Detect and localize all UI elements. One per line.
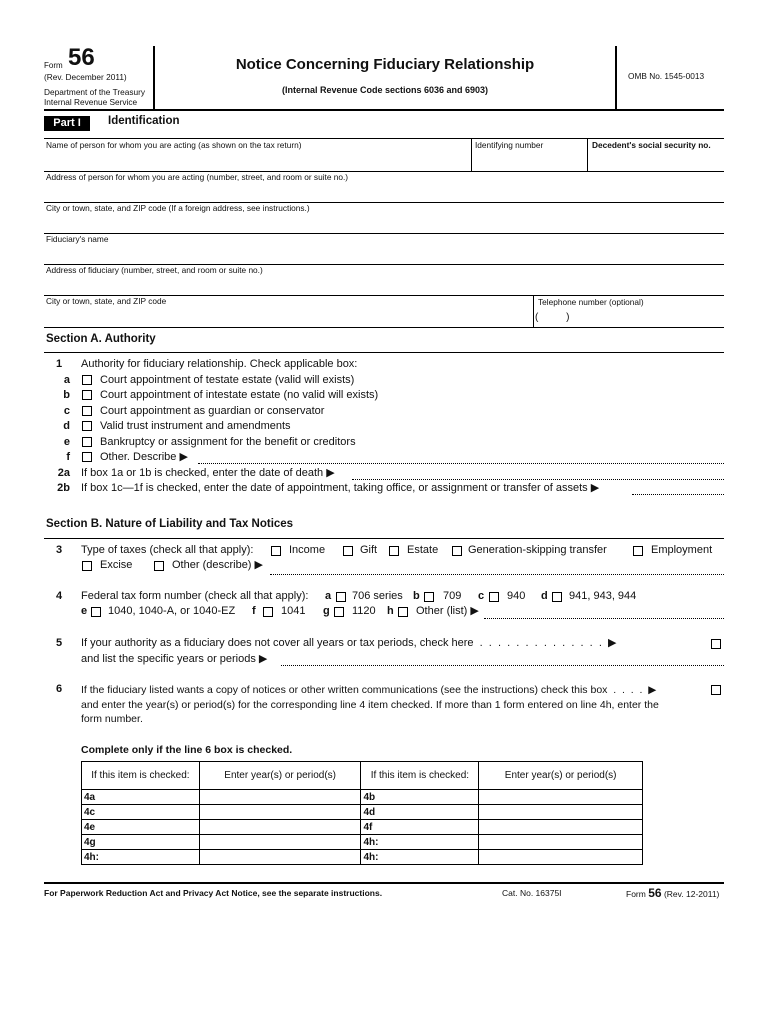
form-c-label: 940 [507, 590, 526, 602]
row-period-input[interactable] [479, 835, 643, 850]
table-row [82, 790, 643, 805]
line2a-number: 2a [57, 467, 70, 479]
line1-text: Authority for fiduciary relationship. Check applicable box: [81, 358, 358, 370]
line3-number: 3 [56, 544, 63, 556]
tax-income-label: Income [289, 544, 326, 556]
form-g-letter: g [323, 605, 330, 617]
line4-text: Federal tax form number (check all that apply): [81, 590, 309, 602]
paperwork-notice: For Paperwork Reduction Act and Privacy Act Notice, see the separate instructions. [44, 888, 383, 898]
form-a-letter: a [325, 590, 332, 602]
footer-form-ref [626, 886, 719, 900]
form-f-letter: f [252, 605, 256, 617]
form-g-checkbox[interactable] [334, 607, 344, 617]
table-header-periods: Enter year(s) or period(s) [479, 762, 643, 790]
line5-checkbox[interactable] [711, 639, 721, 649]
form-h-checkbox[interactable] [398, 607, 408, 617]
identifying-number-label: Identifying number [475, 140, 544, 150]
phone-input[interactable]: ( ) [535, 312, 570, 323]
row-period-input[interactable] [479, 820, 643, 835]
section-b-title: Section B. Nature of Liability and Tax Notices [46, 518, 294, 530]
option-e-letter: e [63, 436, 70, 448]
tax-excise-label: Excise [100, 559, 133, 571]
form-a-checkbox[interactable] [336, 592, 346, 602]
option-b-letter: b [63, 389, 70, 401]
option-d-checkbox[interactable] [82, 421, 92, 431]
table-header-item: If this item is checked: [361, 762, 479, 790]
option-d-letter: d [63, 420, 70, 432]
line2b-number: 2b [57, 482, 70, 494]
form-e-checkbox[interactable] [91, 607, 101, 617]
option-f-describe-field[interactable] [198, 463, 724, 464]
line5-number: 5 [56, 637, 63, 649]
option-a-letter: a [63, 374, 70, 386]
form-other-list-field[interactable] [484, 618, 724, 619]
form-b-letter: b [413, 590, 420, 602]
tax-other-describe-field[interactable] [270, 574, 724, 575]
table-row [82, 820, 643, 835]
form-number: 56 [68, 44, 95, 71]
form-c-checkbox[interactable] [489, 592, 499, 602]
line3-text: Type of taxes (check all that apply): [81, 544, 254, 556]
address-input[interactable] [44, 182, 724, 201]
option-f-letter: f [66, 451, 70, 463]
form-e-letter: e [81, 605, 88, 617]
option-d-text: Valid trust instrument and amendments [100, 420, 291, 432]
tax-gst-checkbox[interactable] [452, 546, 462, 556]
form-subtitle: (Internal Revenue Code sections 6036 and 6903) [281, 85, 489, 95]
revision-date: (Rev. December 2011) [44, 72, 127, 82]
form-d-checkbox[interactable] [552, 592, 562, 602]
city-input[interactable] [44, 213, 724, 232]
option-e-checkbox[interactable] [82, 437, 92, 447]
tax-estate-label: Estate [407, 544, 439, 556]
option-b-text: Court appointment of intestate estate (no valid will exists) [100, 389, 379, 401]
row-period-input[interactable] [479, 805, 643, 820]
row-item-label: 4g [82, 835, 200, 850]
fiduciary-city-label: City or town, state, and ZIP code [46, 296, 167, 306]
tax-employment-label: Employment [651, 544, 713, 556]
section-a-title: Section A. Authority [46, 333, 156, 345]
form-b-checkbox[interactable] [424, 592, 434, 602]
row-item-label: 4h: [82, 850, 200, 865]
option-c-letter: c [63, 405, 70, 417]
catalog-number: Cat. No. 16375I [502, 888, 562, 898]
line4-number: 4 [56, 590, 63, 602]
tax-other-checkbox[interactable] [154, 561, 164, 571]
form-d-letter: d [541, 590, 548, 602]
form-d-label: 941, 943, 944 [569, 590, 637, 602]
identifying-number-input[interactable] [472, 150, 586, 170]
omb-number: OMB No. 1545-0013 [628, 71, 705, 81]
name-label: Name of person for whom you are acting (as shown on the tax return) [46, 140, 302, 150]
form-a-label: 706 series [352, 590, 403, 602]
option-a-text: Court appointment of testate estate (valid will exists) [100, 374, 355, 386]
option-b-checkbox[interactable] [82, 390, 92, 400]
row-period-input[interactable] [199, 820, 361, 835]
row-period-input[interactable] [199, 790, 361, 805]
option-f-checkbox[interactable] [82, 452, 92, 462]
department-line2: Internal Revenue Service [44, 97, 138, 107]
option-a-checkbox[interactable] [82, 375, 92, 385]
line6-number: 6 [56, 683, 63, 695]
form-f-label: 1041 [281, 605, 306, 617]
row-item-label: 4a [82, 790, 200, 805]
line6-text3: form number. [81, 713, 143, 725]
table-caption: Complete only if the line 6 box is checked. [81, 744, 293, 756]
footer-form-revision: (Rev. 12-2011) [663, 889, 720, 899]
periods-table [81, 761, 643, 865]
tax-employment-checkbox[interactable] [633, 546, 643, 556]
row-item-label: 4d [361, 805, 479, 820]
form-word: Form [44, 61, 63, 70]
footer-form-word: Form [626, 889, 646, 899]
table-row [82, 835, 643, 850]
fiduciary-address-input[interactable] [44, 275, 724, 294]
form-header [0, 0, 768, 110]
row-item-label: 4f [361, 820, 479, 835]
line6-checkbox[interactable] [711, 685, 721, 695]
row-item-label: 4h: [361, 850, 479, 865]
form-g-label: 1120 [352, 605, 376, 617]
option-c-text: Court appointment as guardian or conservator [100, 405, 325, 417]
table-row [82, 805, 643, 820]
option-e-text: Bankruptcy or assignment for the benefit or creditors [100, 436, 356, 448]
line5-periods-field[interactable] [281, 665, 724, 666]
row-item-label: 4b [361, 790, 479, 805]
part-tag: Part I [44, 116, 90, 131]
footer-form-number: 56 [648, 886, 662, 900]
line1-number: 1 [56, 358, 63, 370]
tax-gst-label: Generation-skipping transfer [468, 544, 607, 556]
table-header-item: If this item is checked: [82, 762, 200, 790]
row-period-input[interactable] [199, 835, 361, 850]
form-c-letter: c [478, 590, 485, 602]
row-item-label: 4c [82, 805, 200, 820]
form-f-checkbox[interactable] [263, 607, 273, 617]
row-period-input[interactable] [199, 850, 361, 865]
option-f-text: Other. Describe ▶ [100, 451, 188, 463]
ssn-label: Decedent's social security no. [592, 140, 711, 150]
line2b-text: If box 1c—1f is checked, enter the date of appointment, taking office, or assignment or transfer of assets ▶ [81, 482, 600, 494]
tax-gift-label: Gift [360, 544, 378, 556]
tax-gift-checkbox[interactable] [343, 546, 353, 556]
form-title: Notice Concerning Fiduciary Relationship [235, 56, 535, 73]
ssn-input[interactable] [588, 150, 724, 170]
row-item-label: 4e [82, 820, 200, 835]
tax-income-checkbox[interactable] [271, 546, 281, 556]
fiduciary-city-input[interactable] [44, 306, 532, 326]
fiduciary-address-label: Address of fiduciary (number, street, and room or suite no.) [46, 265, 263, 275]
row-item-label: 4h: [361, 835, 479, 850]
form-b-label: 709 [443, 590, 462, 602]
line6-text1: If the fiduciary listed wants a copy of notices or other written communications (see the instructions) check this box . . . . ▶ [81, 684, 657, 696]
tax-other-label: Other (describe) ▶ [172, 559, 263, 571]
fiduciary-name-input[interactable] [44, 244, 724, 263]
form-h-letter: h [387, 605, 394, 617]
line5-text2: and list the specific years or periods ▶ [81, 653, 268, 665]
row-period-input[interactable] [199, 805, 361, 820]
option-c-checkbox[interactable] [82, 406, 92, 416]
part-title: Identification [108, 115, 180, 127]
form-h-label: Other (list) ▶ [416, 605, 479, 617]
row-period-input[interactable] [479, 790, 643, 805]
row-period-input[interactable] [479, 850, 643, 865]
fiduciary-name-label: Fiduciary's name [46, 234, 109, 244]
phone-label: Telephone number (optional) [538, 297, 644, 307]
city-label: City or town, state, and ZIP code (If a foreign address, see instructions.) [46, 203, 310, 213]
table-header-periods: Enter year(s) or period(s) [199, 762, 361, 790]
name-input[interactable] [44, 150, 470, 170]
line6-text2: and enter the year(s) or period(s) for the corresponding line 4 item checked. If more than 1 form entered on line 4h, enter the [81, 699, 659, 711]
line2a-date-field[interactable] [352, 479, 724, 480]
table-row [82, 850, 643, 865]
address-label: Address of person for whom you are acting (number, street, and room or suite no.) [46, 172, 349, 182]
line2b-date-field[interactable] [632, 494, 724, 495]
line5-text: If your authority as a fiduciary does not cover all years or tax periods, check here . . . . . . . . . . . . . . ▶ [81, 637, 617, 649]
tax-estate-checkbox[interactable] [389, 546, 399, 556]
form-e-label: 1040, 1040-A, or 1040-EZ [108, 605, 236, 617]
tax-excise-checkbox[interactable] [82, 561, 92, 571]
line2a-text: If box 1a or 1b is checked, enter the date of death ▶ [81, 467, 335, 479]
department-line1: Department of the Treasury [44, 87, 145, 97]
